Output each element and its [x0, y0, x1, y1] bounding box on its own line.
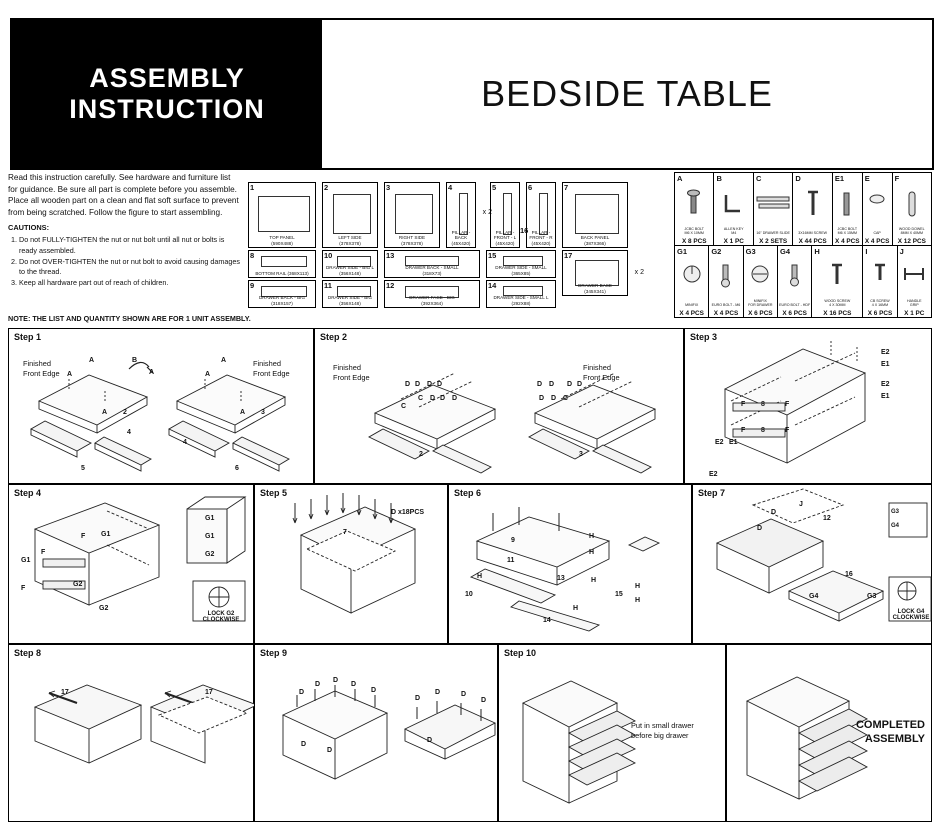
hardware-qty: X 44 PCS [798, 238, 827, 245]
step-4: Step 4 G1 F F G1 F G2 G2 G1 G1 G2 LOCK G2 CLOCKWISE [8, 484, 254, 644]
bolt-icon [683, 189, 705, 219]
hardware-code: H [814, 247, 820, 256]
completed-assembly [726, 644, 932, 822]
step-1: Step 1 Finished Front Edge Finished Front Edge A B A A A A A A 2 3 4 4 5 6 [8, 328, 314, 484]
part-number: 12 [386, 281, 395, 290]
part-caption: DRAWER BACK - BIG (318X157) [258, 295, 306, 306]
hardware-desc: ALLEN KEY M4 [723, 227, 744, 236]
step-label: Step 9 [260, 648, 288, 658]
hardware-desc: HANDLE GRIP [907, 299, 922, 308]
hardware-qty: X 8 PCS [681, 238, 707, 245]
hardware-desc: CB SCREW 4 X 16MM [870, 299, 890, 308]
hardware-code: G4 [779, 247, 790, 256]
part-number: 7 [564, 183, 569, 192]
part-box [384, 182, 440, 248]
hardware-desc: EURO BOLT - HDF [779, 303, 811, 308]
part-box [486, 250, 556, 278]
part-box [384, 280, 480, 308]
steps-grid [8, 328, 932, 822]
intro-block [8, 172, 240, 289]
hardware-desc: 3X16MM SCREW [798, 231, 828, 236]
part-number: 2 [324, 183, 329, 192]
part-number: 10 [324, 251, 333, 260]
step-9-diagram [255, 645, 499, 823]
part-caption: PILLAR - FRONT - R (45X420) [529, 230, 553, 246]
step-label: Step 4 [14, 488, 42, 498]
hardware-code: G1 [677, 247, 688, 256]
part-number: 16 [520, 226, 529, 235]
hardware-qty: X 4 PCS [864, 238, 890, 245]
hardware-desc: MINIFIX [685, 303, 699, 308]
hardware-qty: X 1 PC [904, 310, 925, 317]
finished-front-edge-right: Finished Front Edge [253, 359, 290, 378]
hardware-code: J [899, 247, 904, 256]
part-box [384, 250, 480, 278]
step-label: Step 7 [698, 488, 726, 498]
part-box [248, 182, 316, 248]
part-caption: PILLAR - FRONT - L (45X420) [493, 230, 517, 246]
step-8-diagram [9, 645, 255, 823]
hardware-qty: X 6 PCS [867, 310, 893, 317]
hardware-desc: JCBC BOLT M6 X 15MM [837, 227, 858, 236]
part-caption: BACK PANEL (387X366) [580, 235, 610, 246]
euro-bolt-icon [715, 262, 737, 288]
part-qty: x 2 [482, 208, 492, 216]
step-label: Step 6 [454, 488, 482, 498]
part-number: 4 [448, 183, 453, 192]
part-number: 17 [564, 251, 573, 260]
hardware-code: F [894, 174, 900, 183]
part-number: 6 [528, 183, 533, 192]
part-caption: DRAWER FACE - BIG (392X364) [409, 295, 455, 306]
hardware-qty: X 1 PC [723, 238, 744, 245]
bolt-long-icon [839, 189, 855, 221]
cautions-list [8, 235, 240, 289]
handle-icon [902, 262, 926, 288]
header-badge-line1: ASSEMBLY [89, 62, 245, 93]
hardware-code: E1 [834, 174, 845, 183]
hardware-qty: X 12 PCS [897, 238, 926, 245]
info-band [8, 172, 932, 324]
finished-front-edge-left: Finished Front Edge [23, 359, 60, 378]
hardware-cell [754, 173, 793, 246]
caution-item: 1. Do not FULLY-TIGHTEN the nut or nut bolt until all nut or bolts is ready assembled. [19, 235, 240, 257]
step-label: Step 5 [260, 488, 288, 498]
part-number: 3 [386, 183, 391, 192]
part-box [248, 280, 316, 308]
hardware-cell [675, 173, 714, 246]
hardware-qty: X 4 PCS [679, 310, 704, 317]
step-7: Step 7 D D J 12 16 G4 G3 G3 G4 LOCK G4 CLOCKWISE [692, 484, 932, 644]
part-box [562, 182, 628, 248]
hardware-table [674, 172, 932, 318]
hardware-desc: CAP [873, 231, 881, 236]
part-caption: PILLAR - BACK (45X420) [451, 230, 471, 246]
hardware-desc: MINIFIX FOR DRAWER [748, 299, 773, 308]
hardware-qty: X 4 PCS [835, 238, 860, 245]
hardware-desc: JCBC BOLT M6 X 10MM [684, 227, 704, 236]
parts-list [248, 172, 662, 318]
cap-icon [868, 189, 886, 217]
step-5: Step 5 7 D x18PCS [254, 484, 448, 644]
step-10-note: Put in small drawer before big drawer [631, 721, 694, 740]
hardware-cell [863, 173, 893, 246]
part-box [490, 182, 520, 248]
caution-item: 2. Do not OVER-TIGHTEN the nut or nut bolt to avoid causing damages to the thread. [19, 257, 240, 279]
cautions-title: CAUTIONS: [8, 222, 50, 232]
part-caption: DRAWER SIDE - SMALL L (292X88) [493, 295, 549, 306]
hardware-qty: X 4 PCS [713, 310, 739, 317]
intro-paragraph: Read this instruction carefully. See hardware and furniture list for guidance. Be sure all part is complete before you assemble. Place all wooden part on a clean and flat soft surface to prevent from being scratched. Follow the figure to start assembling. [8, 173, 239, 217]
part-box [446, 182, 492, 248]
part-caption: LEFT SIDE (378X378) [338, 235, 362, 246]
hardware-code: A [677, 174, 683, 183]
hardware-code: I [865, 247, 868, 256]
step-label: Step 1 [14, 332, 42, 342]
hardware-desc: 16" DRAWER SLIDE [756, 231, 790, 236]
part-box [322, 182, 378, 248]
part-number: 13 [386, 251, 395, 260]
step-6-diagram [449, 485, 693, 645]
part-15 [520, 226, 556, 248]
part-box [322, 280, 378, 308]
screw-icon [805, 189, 821, 221]
part-number: 5 [492, 183, 497, 192]
part-caption: DRAWER BACK - SMALL (318X73) [405, 265, 459, 276]
cb-screw-icon [872, 262, 888, 288]
part-box [486, 280, 556, 308]
allen-key-icon [722, 189, 746, 219]
hardware-code: C [755, 174, 762, 183]
part-qty: x 2 [634, 268, 644, 276]
page-title-text: BEDSIDE TABLE [481, 73, 773, 114]
header-badge [12, 20, 322, 168]
hardware-cell [893, 173, 931, 246]
step-2-diagram [315, 329, 685, 485]
unit-note: NOTE: THE LIST AND QUANTITY SHOWN ARE FOR 1 UNIT ASSEMBLY. [8, 314, 251, 323]
part-number: 1 [250, 183, 255, 192]
hardware-code: E [864, 174, 870, 183]
finished-front-edge-right: Finished Front Edge [583, 363, 620, 382]
header [10, 18, 934, 170]
minifix-icon [681, 262, 703, 288]
finished-front-edge-left: Finished Front Edge [333, 363, 370, 382]
part-caption: DRAWER BASE (345X341) [578, 283, 612, 294]
step-label: Step 8 [14, 648, 42, 658]
part-box [248, 250, 316, 278]
step-3-diagram [685, 329, 933, 485]
hardware-code: D [795, 174, 801, 183]
minifix-drawer-icon [749, 262, 771, 288]
hardware-cell [709, 246, 743, 317]
step-label: Step 10 [504, 648, 537, 658]
part-caption: DRAWER SIDE - BIG (356X148) [327, 295, 373, 306]
hardware-cell [714, 173, 753, 246]
part-number: 15 [488, 251, 497, 260]
step-1-diagram [9, 329, 315, 485]
hardware-code: G3 [745, 247, 756, 256]
hardware-cell [812, 246, 863, 317]
completed-label: COMPLETED ASSEMBLY [855, 719, 925, 745]
page-title [322, 20, 932, 168]
part-caption: RIGHT SIDE (378X378) [398, 235, 426, 246]
hardware-cell [793, 173, 832, 246]
step-2: Step 2 Finished Front Edge Finished Front Edge D D D D C C D D D D D D D D D C 2 3 [314, 328, 684, 484]
step-label: Step 2 [320, 332, 348, 342]
step-10 [498, 644, 726, 822]
step-label: Step 3 [690, 332, 718, 342]
hardware-code: B [716, 174, 722, 183]
part-number: 8 [250, 251, 255, 260]
part-box [322, 250, 378, 278]
part-caption: BOTTOM RAIL (368X113) [255, 270, 309, 276]
step-6: Step 6 9 H H 11 H 10 13 H 15 H H 14 H [448, 484, 692, 644]
hardware-qty: X 16 PCS [823, 310, 852, 317]
hardware-desc: WOOD SCREW 4 X 30MM [824, 299, 851, 308]
hardware-cell [675, 246, 709, 317]
hardware-cell [833, 173, 863, 246]
hardware-cell [898, 246, 931, 317]
hardware-cell [744, 246, 778, 317]
hardware-cell [778, 246, 812, 317]
euro-bolt-hdf-icon [784, 262, 806, 288]
part-caption: DRAWER SIDE - SMALL (365X85) [495, 265, 547, 276]
part-number: 11 [324, 281, 332, 290]
part-box [562, 250, 644, 296]
header-badge-line2: INSTRUCTION [69, 94, 265, 124]
part-caption: DRAWER SIDE - BIG L (356X148) [325, 265, 375, 276]
hardware-qty: X 6 PCS [748, 310, 773, 317]
hardware-qty: X 2 SETS [759, 238, 788, 245]
step-8: Step 8 17 17 [8, 644, 254, 822]
wood-screw-icon [829, 262, 845, 288]
hardware-desc: EURO BOLT - M6 [711, 303, 741, 308]
step-3: Step 3 E2 E1 E2 E1 F F 8 F F 8 E2 E1 E2 [684, 328, 932, 484]
wood-dowel-icon [905, 189, 919, 221]
hardware-code: G2 [711, 247, 722, 256]
part-number: 14 [488, 281, 497, 290]
caution-item: 3. Keep all hardware part out of reach of children. [19, 278, 240, 289]
hardware-desc: WOOD DOWEL 8MM X 40MM [898, 227, 925, 236]
drawer-slide-icon [756, 189, 790, 219]
step-9: Step 9 D D D D D D D D D D D D [254, 644, 498, 822]
part-number: 9 [250, 281, 255, 290]
part-caption: TOP PANEL (590X488) [269, 235, 295, 246]
hardware-qty: X 6 PCS [782, 310, 807, 317]
hardware-cell [863, 246, 897, 317]
